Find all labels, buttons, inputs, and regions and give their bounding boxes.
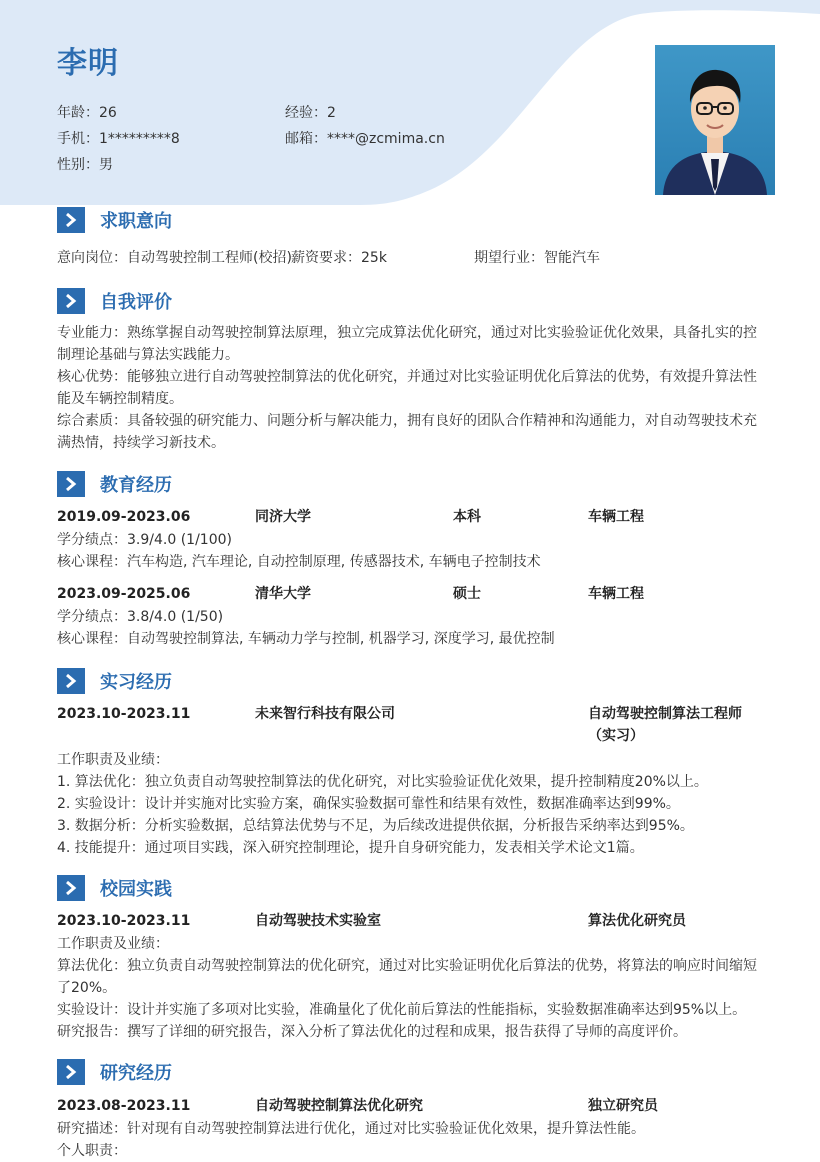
- profile-photo: [655, 45, 775, 195]
- section-title: 实习经历: [100, 672, 172, 693]
- internship-duty-item: 3. 数据分析：分析实验数据，总结算法优势与不足，为后续改进提供依据，分析报告采纳率达到95%。: [57, 818, 694, 834]
- self-eval-item: 综合素质：具备较强的研究能力、问题分析与解决能力，拥有良好的团队合作精神和沟通能力，对自动驾驶技术充满热情，持续学习新技术。: [57, 413, 757, 451]
- campus-duty-item: 实验设计：设计并实施了多项对比实验，准确量化了优化前后算法的性能指标，实验数据准确率达到95%以上。: [57, 1002, 747, 1018]
- chevron-right-icon: [57, 288, 85, 314]
- education-courses: 核心课程：自动驾驶控制算法, 车辆动力学与控制, 机器学习, 深度学习, 最优控制: [57, 631, 555, 647]
- self-eval-item: 核心优势：能够独立进行自动驾驶控制算法的优化研究，并通过对比实验证明优化后算法的优势，有效提升算法性能及车辆控制精度。: [57, 369, 757, 407]
- chevron-right-icon: [57, 668, 85, 694]
- section-self-eval-header: [57, 287, 172, 315]
- chevron-right-icon: [57, 471, 85, 497]
- experience-info: 经验：2: [285, 105, 336, 121]
- section-title: 求职意向: [100, 211, 172, 232]
- education-gpa: 学分绩点：3.9/4.0 (1/100): [57, 532, 232, 548]
- internship-duties-label: 工作职责及业绩：: [57, 752, 169, 768]
- age-info: 年龄：26: [57, 105, 117, 121]
- campus-duties-label: 工作职责及业绩：: [57, 936, 169, 952]
- phone-info: 手机：1*********8: [57, 131, 180, 147]
- section-title: 自我评价: [100, 292, 172, 313]
- campus-duty-item: 研究报告：撰写了详细的研究报告，深入分析了算法优化的过程和成果，报告获得了导师的高度评价。: [57, 1024, 687, 1040]
- internship-duty-item: 4. 技能提升：通过项目实践，深入研究控制理论，提升自身研究能力，发表相关学术论文1篇。: [57, 840, 644, 856]
- section-title: 校园实践: [100, 879, 172, 900]
- section-job-intention-header: [57, 206, 172, 234]
- education-courses: 核心课程：汽车构造, 汽车理论, 自动控制原理, 传感器技术, 车辆电子控制技术: [57, 554, 541, 570]
- campus-duty-item: 算法优化：独立负责自动驾驶控制算法的优化研究，通过对比实验证明优化后算法的优势，将算法的响应时间缩短了20%。: [57, 958, 757, 996]
- internship-duty-item: 2. 实验设计：设计并实施对比实验方案，确保实验数据可靠性和结果有效性，数据准确率达到99%。: [57, 796, 680, 812]
- section-title: 教育经历: [100, 475, 172, 496]
- chevron-right-icon: [57, 875, 85, 901]
- section-internship-header: [57, 667, 172, 695]
- section-research-header: [57, 1058, 172, 1086]
- research-duties-label: 个人职责：: [57, 1143, 127, 1159]
- email-info: 邮箱：****@zcmima.cn: [285, 131, 445, 147]
- self-eval-item: 专业能力：熟练掌握自动驾驶控制算法原理，独立完成算法优化研究，通过对比实验验证优化效果，具备扎实的控制理论基础与算法实践能力。: [57, 325, 757, 363]
- research-description: 研究描述：针对现有自动驾驶控制算法进行优化，通过对比实验验证优化效果，提升算法性能。: [57, 1121, 645, 1137]
- gender-info: 性别：男: [57, 157, 113, 173]
- section-campus-header: [57, 874, 172, 902]
- section-title: 研究经历: [100, 1063, 172, 1084]
- internship-duty-item: 1. 算法优化：独立负责自动驾驶控制算法的优化研究，对比实验验证优化效果，提升控制精度20%以上。: [57, 774, 708, 790]
- candidate-name: 李明: [57, 46, 119, 81]
- chevron-right-icon: [57, 1059, 85, 1085]
- chevron-right-icon: [57, 207, 85, 233]
- education-gpa: 学分绩点：3.8/4.0 (1/50): [57, 609, 224, 625]
- section-education-header: [57, 470, 172, 498]
